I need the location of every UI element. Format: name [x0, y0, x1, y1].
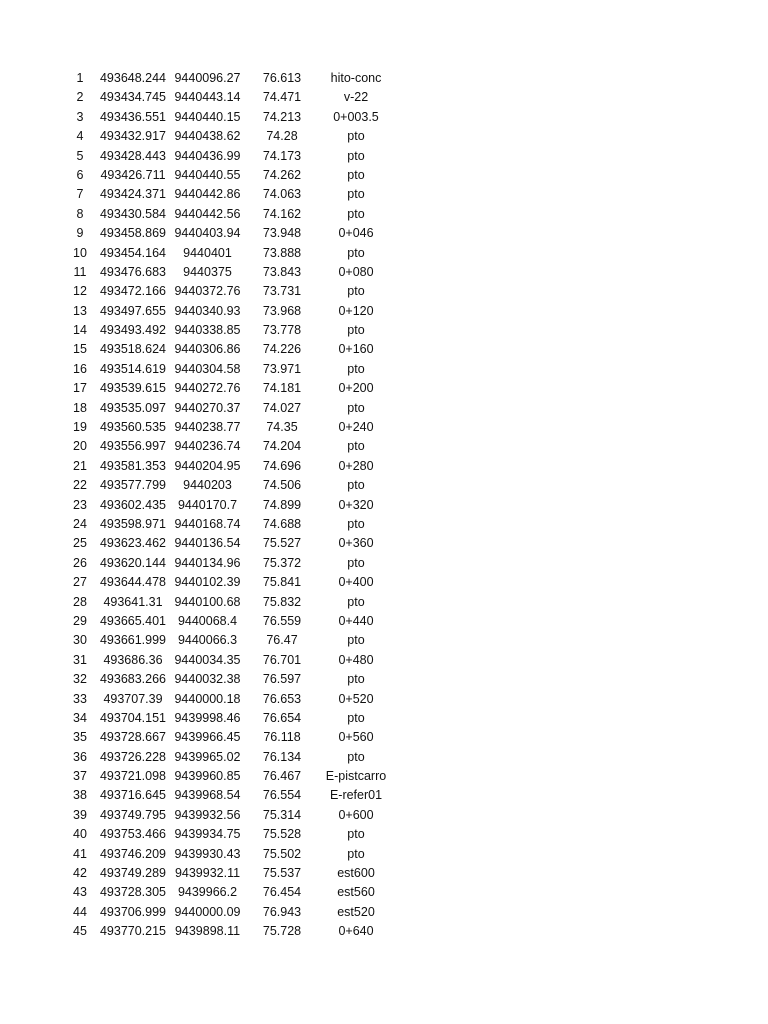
northing-cell: 9440000.09: [174, 904, 241, 919]
description-cell: hito-conc: [330, 71, 382, 85]
point-id-cell: 28: [73, 594, 87, 609]
elevation-cell: 74.213: [262, 109, 302, 124]
point-id-cell: 21: [73, 458, 87, 473]
description-cell: pto: [347, 594, 365, 609]
elevation-cell: 74.35: [266, 420, 298, 435]
table-row: [0, 399, 768, 418]
description-cell: est520: [337, 904, 375, 919]
point-id-cell: 30: [73, 633, 87, 648]
description-cell: v-22: [343, 90, 369, 105]
easting-cell: 493726.228: [99, 749, 167, 764]
description-cell: 0+200: [338, 381, 374, 396]
table-row: [0, 166, 768, 185]
description-cell: 0+046: [338, 226, 374, 241]
elevation-cell: 75.528: [262, 827, 302, 842]
northing-cell: 9440203: [183, 478, 232, 493]
easting-cell: 493753.466: [99, 827, 167, 842]
elevation-cell: 75.314: [262, 807, 302, 822]
point-id-cell: 42: [73, 866, 87, 881]
northing-cell: 9439898.11: [174, 924, 241, 939]
table-row: [0, 205, 768, 224]
easting-cell: 493426.711: [100, 167, 166, 182]
elevation-cell: 74.204: [262, 439, 302, 454]
point-id-cell: 31: [73, 652, 87, 667]
easting-cell: 493706.999: [99, 904, 167, 919]
easting-cell: 493458.869: [99, 226, 167, 241]
northing-cell: 9440372.76: [174, 284, 241, 299]
northing-cell: 9440440.15: [174, 109, 241, 124]
northing-cell: 9440438.62: [174, 129, 241, 144]
easting-cell: 493430.584: [99, 206, 167, 221]
easting-cell: 493581.353: [99, 458, 167, 473]
easting-cell: 493598.971: [99, 516, 167, 531]
easting-cell: 493556.997: [99, 439, 167, 454]
description-cell: pto: [347, 129, 365, 144]
elevation-cell: 75.728: [262, 924, 302, 939]
easting-cell: 493514.619: [99, 361, 167, 376]
point-id-cell: 9: [76, 226, 84, 241]
description-cell: pto: [347, 555, 365, 570]
northing-cell: 9440000.18: [174, 691, 241, 706]
description-cell: 0+003.5: [333, 109, 379, 124]
northing-cell: 9440306.86: [174, 342, 241, 357]
easting-cell: 493493.492: [99, 323, 167, 338]
easting-cell: 493746.209: [99, 846, 167, 861]
point-id-cell: 2: [76, 90, 84, 105]
easting-cell: 493648.244: [99, 71, 167, 85]
easting-cell: 493602.435: [99, 497, 167, 512]
northing-cell: 9439968.54: [174, 788, 241, 803]
easting-cell: 493683.266: [99, 672, 167, 687]
elevation-cell: 75.372: [262, 555, 302, 570]
description-cell: pto: [347, 633, 365, 648]
point-id-cell: 1: [76, 71, 84, 85]
description-cell: pto: [347, 516, 365, 531]
northing-cell: 9440204.95: [174, 458, 241, 473]
elevation-cell: 73.948: [262, 226, 302, 241]
easting-cell: 493770.215: [99, 924, 167, 939]
elevation-cell: 74.696: [262, 458, 302, 473]
elevation-cell: 73.731: [262, 284, 302, 299]
point-id-cell: 16: [73, 361, 87, 376]
elevation-cell: 74.506: [262, 478, 302, 493]
northing-cell: 9440066.3: [177, 633, 238, 648]
easting-cell: 493704.151: [99, 710, 167, 725]
point-id-cell: 40: [73, 827, 87, 842]
elevation-cell: 76.467: [262, 769, 302, 784]
elevation-cell: 74.262: [262, 167, 302, 182]
northing-cell: 9440136.54: [174, 536, 241, 551]
point-id-cell: 19: [73, 420, 87, 435]
northing-cell: 9439966.45: [174, 730, 241, 745]
table-row: [0, 224, 768, 243]
point-id-cell: 33: [73, 691, 87, 706]
table-row: [0, 379, 768, 398]
point-id-cell: 37: [73, 769, 87, 784]
description-cell: pto: [347, 187, 365, 202]
description-cell: pto: [347, 323, 365, 338]
elevation-cell: 74.181: [262, 381, 302, 396]
point-id-cell: 18: [73, 400, 87, 415]
northing-cell: 9440272.76: [174, 381, 241, 396]
table-row: [0, 573, 768, 592]
description-cell: 0+120: [338, 303, 374, 318]
description-cell: pto: [347, 710, 365, 725]
easting-cell: 493749.289: [99, 866, 167, 881]
table-row: [0, 515, 768, 534]
table-row: [0, 845, 768, 864]
elevation-cell: 76.47: [266, 633, 298, 648]
description-cell: 0+320: [338, 497, 374, 512]
easting-cell: 493560.535: [99, 420, 167, 435]
easting-cell: 493623.462: [99, 536, 167, 551]
point-id-cell: 41: [73, 846, 87, 861]
table-row: [0, 806, 768, 825]
easting-cell: 493535.097: [99, 400, 167, 415]
description-cell: 0+520: [338, 691, 374, 706]
easting-cell: 493644.478: [99, 575, 167, 590]
northing-cell: 9440403.94: [174, 226, 241, 241]
description-cell: est560: [337, 885, 375, 900]
point-id-cell: 45: [73, 924, 87, 939]
point-id-cell: 22: [73, 478, 87, 493]
table-row: [0, 282, 768, 301]
northing-cell: 9440170.7: [177, 497, 238, 512]
northing-cell: 9440034.35: [174, 652, 241, 667]
elevation-cell: 76.653: [262, 691, 302, 706]
northing-cell: 9440304.58: [174, 361, 241, 376]
table-row: [0, 147, 768, 166]
point-id-cell: 11: [73, 264, 87, 279]
table-row: [0, 418, 768, 437]
description-cell: pto: [347, 846, 365, 861]
description-cell: E-pistcarro: [325, 769, 387, 784]
elevation-cell: 74.899: [262, 497, 302, 512]
description-cell: 0+240: [338, 420, 374, 435]
easting-cell: 493434.745: [99, 90, 167, 105]
description-cell: pto: [347, 148, 365, 163]
northing-cell: 9440270.37: [174, 400, 241, 415]
easting-cell: 493539.615: [99, 381, 167, 396]
description-cell: 0+480: [338, 652, 374, 667]
description-cell: 0+160: [338, 342, 374, 357]
easting-cell: 493577.799: [99, 478, 167, 493]
point-id-cell: 20: [73, 439, 87, 454]
easting-cell: 493665.401: [99, 613, 167, 628]
description-cell: 0+440: [338, 613, 374, 628]
northing-cell: 9440236.74: [174, 439, 241, 454]
point-id-cell: 8: [76, 206, 84, 221]
description-cell: 0+560: [338, 730, 374, 745]
description-cell: pto: [347, 439, 365, 454]
elevation-cell: 73.843: [262, 264, 302, 279]
elevation-cell: 74.226: [262, 342, 302, 357]
northing-cell: 9439966.2: [177, 885, 238, 900]
point-id-cell: 36: [73, 749, 87, 764]
description-cell: pto: [347, 672, 365, 687]
northing-cell: 9440442.56: [174, 206, 241, 221]
northing-cell: 9440168.74: [174, 516, 241, 531]
table-row: [0, 748, 768, 767]
description-cell: pto: [347, 361, 365, 376]
table-row: [0, 88, 768, 107]
northing-cell: 9440100.68: [174, 594, 241, 609]
northing-cell: 9440436.99: [174, 148, 241, 163]
elevation-cell: 74.027: [262, 400, 302, 415]
description-cell: 0+640: [338, 924, 374, 939]
elevation-cell: 74.471: [262, 90, 302, 105]
northing-cell: 9440096.27: [174, 71, 241, 85]
northing-cell: 9440443.14: [174, 90, 241, 105]
table-row: [0, 670, 768, 689]
description-cell: pto: [347, 749, 365, 764]
northing-cell: 9440068.4: [177, 613, 238, 628]
description-cell: 0+400: [338, 575, 374, 590]
easting-cell: 493721.098: [99, 769, 167, 784]
northing-cell: 9439998.46: [174, 710, 241, 725]
table-row: [0, 786, 768, 805]
point-id-cell: 13: [73, 303, 87, 318]
description-cell: 0+280: [338, 458, 374, 473]
easting-cell: 493686.36: [103, 652, 163, 667]
table-row: [0, 244, 768, 263]
description-cell: 0+080: [338, 264, 374, 279]
description-cell: pto: [347, 245, 365, 260]
elevation-cell: 76.597: [262, 672, 302, 687]
elevation-cell: 74.28: [266, 129, 298, 144]
table-row: [0, 651, 768, 670]
point-id-cell: 43: [73, 885, 87, 900]
table-row: [0, 883, 768, 902]
easting-cell: 493424.371: [99, 187, 167, 202]
elevation-cell: 75.527: [262, 536, 302, 551]
point-id-cell: 25: [73, 536, 87, 551]
elevation-cell: 76.943: [262, 904, 302, 919]
point-id-cell: 4: [76, 129, 84, 144]
table-row: [0, 631, 768, 650]
easting-cell: 493716.645: [99, 788, 167, 803]
point-id-cell: 38: [73, 788, 87, 803]
elevation-cell: 75.502: [262, 846, 302, 861]
easting-cell: 493661.999: [99, 633, 167, 648]
northing-cell: 9440134.96: [174, 555, 241, 570]
description-cell: E-refer01: [329, 788, 383, 803]
table-row: [0, 825, 768, 844]
table-row: [0, 360, 768, 379]
table-row: [0, 437, 768, 456]
description-cell: pto: [347, 206, 365, 221]
table-row: [0, 69, 768, 88]
description-cell: pto: [347, 400, 365, 415]
point-id-cell: 14: [73, 323, 87, 338]
easting-cell: 493641.31: [103, 594, 163, 609]
elevation-cell: 73.971: [262, 361, 302, 376]
easting-cell: 493476.683: [99, 264, 167, 279]
point-id-cell: 15: [73, 342, 87, 357]
elevation-cell: 76.654: [262, 710, 302, 725]
point-id-cell: 23: [73, 497, 87, 512]
survey-points-table: [0, 69, 768, 942]
table-row: [0, 476, 768, 495]
northing-cell: 9440440.55: [174, 167, 241, 182]
table-row: [0, 457, 768, 476]
northing-cell: 9439934.75: [174, 827, 241, 842]
easting-cell: 493428.443: [99, 148, 167, 163]
easting-cell: 493472.166: [99, 284, 167, 299]
description-cell: 0+360: [338, 536, 374, 551]
point-id-cell: 24: [73, 516, 87, 531]
northing-cell: 9439960.85: [174, 769, 241, 784]
table-row: [0, 534, 768, 553]
point-id-cell: 27: [73, 575, 87, 590]
easting-cell: 493432.917: [99, 129, 167, 144]
easting-cell: 493454.164: [99, 245, 167, 260]
table-row: [0, 496, 768, 515]
northing-cell: 9439930.43: [174, 846, 241, 861]
elevation-cell: 76.554: [262, 788, 302, 803]
northing-cell: 9440442.86: [174, 187, 241, 202]
description-cell: pto: [347, 167, 365, 182]
northing-cell: 9439932.11: [174, 866, 241, 881]
northing-cell: 9440102.39: [174, 575, 241, 590]
elevation-cell: 74.162: [262, 206, 302, 221]
elevation-cell: 74.688: [262, 516, 302, 531]
northing-cell: 9440238.77: [174, 420, 241, 435]
point-id-cell: 7: [76, 187, 84, 202]
table-row: [0, 263, 768, 282]
point-id-cell: 39: [73, 807, 87, 822]
table-row: [0, 321, 768, 340]
table-row: [0, 340, 768, 359]
northing-cell: 9439932.56: [174, 807, 241, 822]
elevation-cell: 76.134: [262, 749, 302, 764]
elevation-cell: 73.778: [262, 323, 302, 338]
northing-cell: 9440338.85: [174, 323, 241, 338]
table-row: [0, 903, 768, 922]
description-cell: pto: [347, 284, 365, 299]
point-id-cell: 26: [73, 555, 87, 570]
elevation-cell: 76.701: [262, 652, 302, 667]
description-cell: 0+600: [338, 807, 374, 822]
description-cell: pto: [347, 827, 365, 842]
northing-cell: 9440032.38: [174, 672, 241, 687]
point-id-cell: 6: [76, 167, 84, 182]
northing-cell: 9440401: [183, 245, 232, 260]
elevation-cell: 75.841: [262, 575, 302, 590]
table-row: [0, 127, 768, 146]
table-row: [0, 728, 768, 747]
elevation-cell: 76.454: [262, 885, 302, 900]
elevation-cell: 74.173: [262, 148, 302, 163]
table-row: [0, 922, 768, 941]
point-id-cell: 34: [73, 710, 87, 725]
point-id-cell: 29: [73, 613, 87, 628]
easting-cell: 493497.655: [99, 303, 167, 318]
elevation-cell: 75.832: [262, 594, 302, 609]
northing-cell: 9440340.93: [174, 303, 241, 318]
table-row: [0, 864, 768, 883]
point-id-cell: 17: [73, 381, 87, 396]
elevation-cell: 76.559: [262, 613, 302, 628]
point-id-cell: 5: [76, 148, 84, 163]
point-id-cell: 35: [73, 730, 87, 745]
elevation-cell: 73.888: [262, 245, 302, 260]
table-row: [0, 108, 768, 127]
northing-cell: 9440375: [183, 264, 232, 279]
easting-cell: 493518.624: [99, 342, 167, 357]
easting-cell: 493436.551: [99, 109, 167, 124]
table-row: [0, 185, 768, 204]
table-row: [0, 690, 768, 709]
easting-cell: 493749.795: [99, 807, 167, 822]
elevation-cell: 74.063: [262, 187, 302, 202]
table-row: [0, 593, 768, 612]
table-row: [0, 767, 768, 786]
point-id-cell: 10: [73, 245, 87, 260]
elevation-cell: 76.118: [263, 730, 301, 745]
easting-cell: 493728.305: [99, 885, 167, 900]
table-row: [0, 709, 768, 728]
elevation-cell: 73.968: [262, 303, 302, 318]
description-cell: pto: [347, 478, 365, 493]
elevation-cell: 75.537: [262, 866, 302, 881]
description-cell: est600: [337, 866, 375, 881]
table-row: [0, 554, 768, 573]
easting-cell: 493728.667: [99, 730, 167, 745]
table-row: [0, 612, 768, 631]
northing-cell: 9439965.02: [174, 749, 241, 764]
table-row: [0, 302, 768, 321]
easting-cell: 493620.144: [99, 555, 167, 570]
easting-cell: 493707.39: [103, 691, 163, 706]
point-id-cell: 44: [73, 904, 87, 919]
point-id-cell: 3: [76, 109, 84, 124]
point-id-cell: 32: [73, 672, 87, 687]
elevation-cell: 76.613: [262, 71, 302, 85]
point-id-cell: 12: [73, 284, 87, 299]
